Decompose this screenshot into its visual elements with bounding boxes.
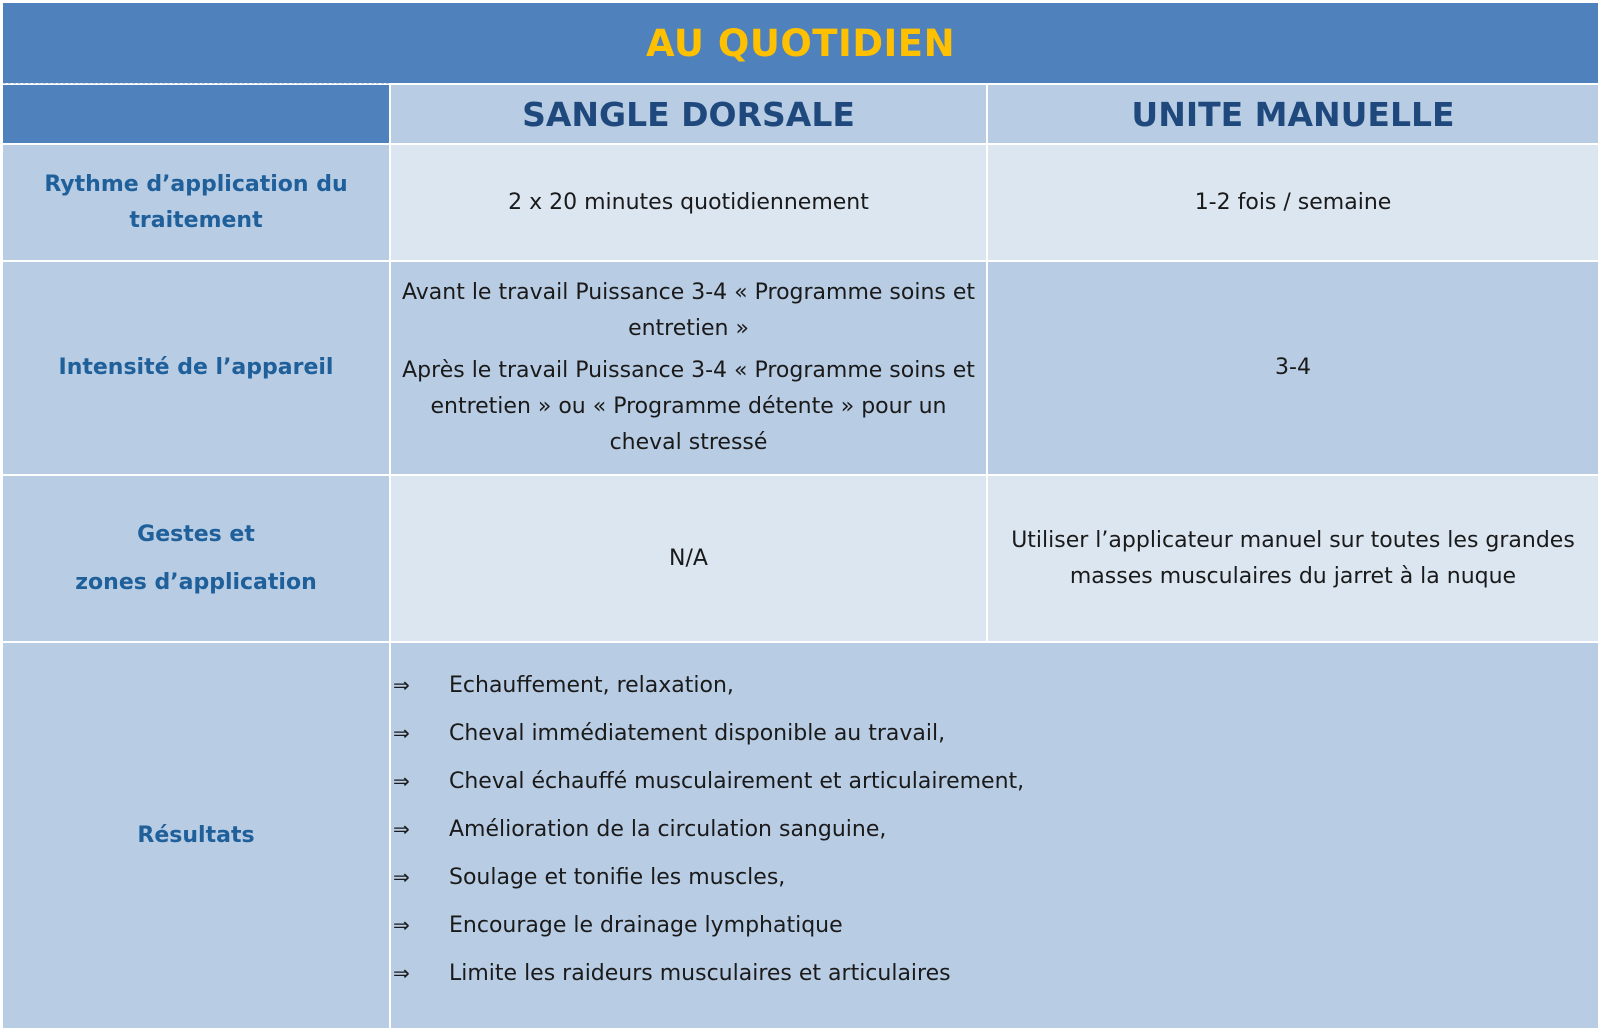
row-label-intensite: Intensité de l’appareil <box>3 262 389 474</box>
list-item <box>391 709 1024 757</box>
double-arrow-right-icon: ⇒ <box>393 721 410 745</box>
list-item-text: Limite les raideurs musculaires et articulaires <box>449 960 951 986</box>
intensite-unite-cell: 3-4 <box>988 262 1598 474</box>
gestes-label-line2: zones d’application <box>75 569 317 595</box>
double-arrow-right-icon: ⇒ <box>393 769 410 793</box>
rythme-sangle-cell: 2 x 20 minutes quotidiennement <box>391 145 986 260</box>
intensite-before-work: Avant le travail Puissance 3-4 « Programme soins et entretien » <box>402 280 975 341</box>
double-arrow-right-icon: ⇒ <box>393 865 410 889</box>
gestes-unite-cell: Utiliser l’applicateur manuel sur toutes les grandes masses musculaires du jarret à la nuque <box>988 476 1598 641</box>
column-header-unite-manuelle: UNITE MANUELLE <box>988 85 1598 143</box>
list-item <box>391 757 1024 805</box>
column-header-sangle-dorsale: SANGLE DORSALE <box>391 85 986 143</box>
row-label-rythme: Rythme d’application du traitement <box>3 145 389 260</box>
resultats-list <box>391 643 1024 997</box>
table-title: AU QUOTIDIEN <box>3 3 1598 83</box>
gestes-sangle-cell: N/A <box>391 476 986 641</box>
intensite-after-work: Après le travail Puissance 3-4 « Programme soins et entretien » ou « Programme détente » pour un cheval stressé <box>402 358 975 455</box>
list-item-text: Encourage le drainage lymphatique <box>449 912 843 938</box>
double-arrow-right-icon: ⇒ <box>393 817 410 841</box>
double-arrow-right-icon: ⇒ <box>393 961 410 985</box>
list-item <box>391 853 1024 901</box>
double-arrow-right-icon: ⇒ <box>393 913 410 937</box>
row-label-resultats: Résultats <box>3 643 389 1028</box>
list-item-text: Cheval immédiatement disponible au travail, <box>449 720 946 746</box>
double-arrow-right-icon: ⇒ <box>393 673 410 697</box>
resultats-cell <box>391 643 1598 1028</box>
intensite-sangle-cell <box>391 262 986 474</box>
list-item-text: Amélioration de la circulation sanguine, <box>449 816 887 842</box>
list-item <box>391 949 1024 997</box>
list-item-text: Soulage et tonifie les muscles, <box>449 864 786 890</box>
list-item-text: Echauffement, relaxation, <box>449 672 734 698</box>
header-blank-cell <box>3 85 389 143</box>
row-label-gestes <box>3 476 389 641</box>
list-item-text: Cheval échauffé musculairement et articulairement, <box>449 768 1025 794</box>
list-item <box>391 805 1024 853</box>
treatment-table <box>3 3 1598 1028</box>
title-divider <box>3 83 389 84</box>
list-item <box>391 901 1024 949</box>
rythme-unite-cell: 1-2 fois / semaine <box>988 145 1598 260</box>
list-item <box>391 661 1024 709</box>
gestes-label-line1: Gestes et <box>137 521 255 547</box>
